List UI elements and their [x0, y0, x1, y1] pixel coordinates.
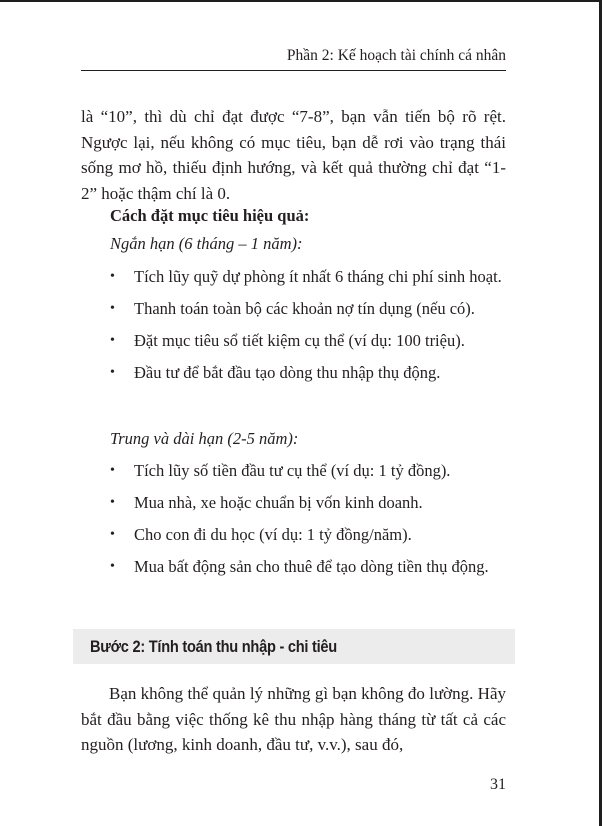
list-item-text: Cho con đi du học (ví dụ: 1 tỷ đồng/năm). [134, 525, 412, 544]
bullet-icon: • [110, 527, 115, 542]
list-item [110, 329, 506, 352]
list-item [110, 459, 506, 482]
paragraph-intro: là “10”, thì dù chỉ đạt được “7-8”, bạn vẫn tiến bộ rõ rệt. Ngược lại, nếu không có mục tiêu, bạn dễ rơi vào trạng thái sống mơ hồ, thiếu định hướng, và kết quả thường chỉ đạt “1-2” hoặc thậm chí là 0. [81, 107, 506, 203]
short-term-list [110, 265, 506, 393]
list-item-text: Thanh toán toàn bộ các khoản nợ tín dụng (nếu có). [134, 299, 475, 318]
bullet-icon: • [110, 333, 115, 348]
list-item [110, 491, 506, 514]
section-heading: Bước 2: Tính toán thu nhập - chi tiêu [90, 637, 337, 656]
list-item-text: Đầu tư để bắt đầu tạo dòng thu nhập thụ động. [134, 363, 441, 382]
page-frame-top [0, 0, 602, 2]
page-number: 31 [490, 776, 506, 793]
short-term-label: Ngắn hạn (6 tháng – 1 năm): [110, 234, 303, 253]
list-item [110, 523, 506, 546]
paragraph-income: Bạn không thể quản lý những gì bạn không đo lường. Hãy bắt đầu bằng việc thống kê thu nhập hàng tháng từ tất cả các nguồn (lương, kinh doanh, đầu tư, v.v.), sau đó, [81, 684, 506, 754]
section-heading-bar [73, 629, 515, 664]
bullet-icon: • [110, 301, 115, 316]
long-term-label: Trung và dài hạn (2-5 năm): [110, 429, 299, 448]
header-rule [81, 70, 506, 71]
list-item [110, 265, 506, 288]
long-term-list [110, 459, 506, 587]
list-item [110, 361, 506, 384]
list-item [110, 297, 506, 320]
list-item-text: Mua bất động sản cho thuê để tạo dòng tiền thụ động. [134, 557, 489, 576]
bullet-icon: • [110, 559, 115, 574]
goals-heading: Cách đặt mục tiêu hiệu quả: [110, 206, 310, 225]
running-head: Phần 2: Kế hoạch tài chính cá nhân [286, 47, 506, 64]
bullet-icon: • [110, 463, 115, 478]
list-item [110, 555, 506, 578]
list-item-text: Tích lũy quỹ dự phòng ít nhất 6 tháng chi phí sinh hoạt. [134, 267, 502, 286]
list-item-text: Đặt mục tiêu sổ tiết kiệm cụ thể (ví dụ: 100 triệu). [134, 331, 465, 350]
bullet-icon: • [110, 365, 115, 380]
list-item-text: Mua nhà, xe hoặc chuẩn bị vốn kinh doanh. [134, 493, 423, 512]
bullet-icon: • [110, 269, 115, 284]
list-item-text: Tích lũy số tiền đầu tư cụ thể (ví dụ: 1 tỷ đồng). [134, 461, 451, 480]
bullet-icon: • [110, 495, 115, 510]
